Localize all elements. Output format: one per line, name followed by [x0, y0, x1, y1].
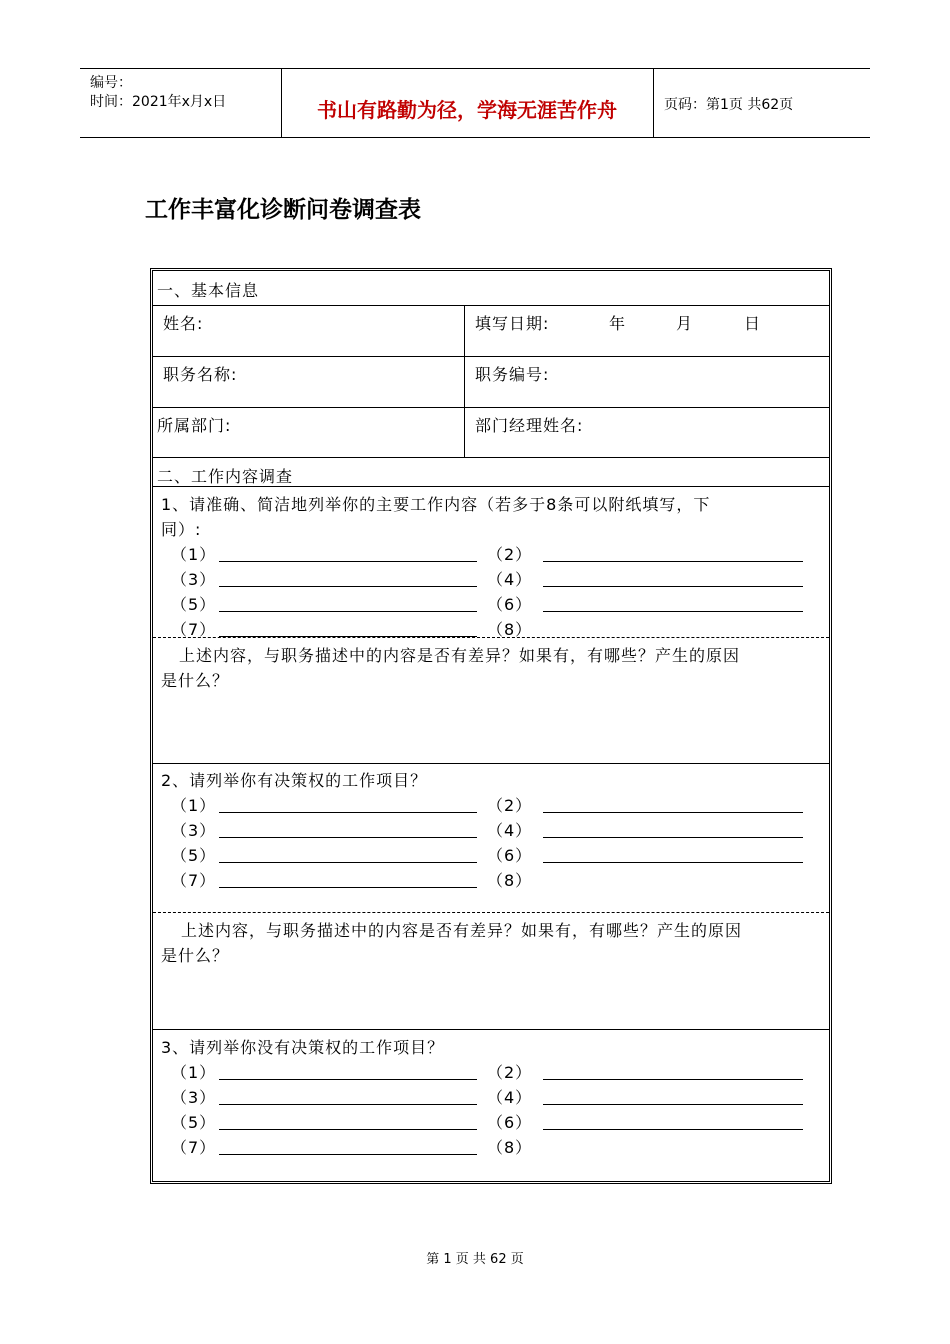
dashed-divider	[153, 912, 829, 913]
answer-line[interactable]	[219, 887, 477, 888]
row-divider	[153, 305, 829, 306]
row-divider	[153, 356, 829, 357]
item-label: （3）	[171, 1088, 217, 1107]
item-label: （3）	[171, 570, 217, 589]
time-label: 时间：2021年x月x日	[90, 94, 227, 110]
page-info: 页码：第1页 共62页	[664, 97, 794, 113]
number-label: 编号：	[90, 75, 132, 91]
questionnaire-form	[150, 268, 832, 1184]
page-title: 工作丰富化诊断问卷调查表	[145, 197, 421, 223]
followup-1-line-1: 上述内容，与职务描述中的内容是否有差异？如果有，有哪些？产生的原因	[179, 646, 741, 665]
row-divider	[153, 457, 829, 458]
item-label: （4）	[487, 570, 533, 589]
item-label: （1）	[171, 545, 217, 564]
page-footer: 第 1 页 共 62 页	[426, 1252, 524, 1267]
section-work-content: 二、工作内容调查	[157, 467, 294, 486]
department-label: 所属部门:	[157, 416, 232, 435]
item-label: （7）	[171, 1138, 217, 1157]
item-label: （3）	[171, 821, 217, 840]
item-label: （6）	[487, 1113, 533, 1132]
motto: 书山有路勤为径，学海无涯苦作舟	[317, 98, 617, 122]
item-label: （4）	[487, 821, 533, 840]
answer-line[interactable]	[543, 1104, 803, 1105]
answer-line[interactable]	[219, 586, 477, 587]
question-1-line-2: 同）:	[161, 520, 202, 539]
item-label: （1）	[171, 1063, 217, 1082]
month-label: 月	[676, 314, 694, 333]
year-label: 年	[609, 314, 627, 333]
item-label: （4）	[487, 1088, 533, 1107]
answer-line[interactable]	[219, 611, 477, 612]
answer-line[interactable]	[219, 862, 477, 863]
answer-line[interactable]	[543, 586, 803, 587]
row-divider	[153, 763, 829, 764]
answer-line[interactable]	[219, 1129, 477, 1130]
column-divider	[464, 305, 465, 457]
answer-line[interactable]	[219, 1104, 477, 1105]
item-label: （2）	[487, 545, 533, 564]
answer-line[interactable]	[543, 1079, 803, 1080]
position-name-label: 职务名称:	[163, 365, 238, 384]
item-label: （7）	[171, 871, 217, 890]
followup-2-line-1: 上述内容，与职务描述中的内容是否有差异？如果有，有哪些？产生的原因	[181, 921, 743, 940]
manager-name-label: 部门经理姓名:	[475, 416, 584, 435]
question-3: 3、请列举你没有决策权的工作项目？	[161, 1038, 445, 1057]
question-1-line-1: 1、请准确、简洁地列举你的主要工作内容（若多于8条可以附纸填写，下	[161, 495, 711, 514]
answer-line[interactable]	[219, 1154, 477, 1155]
answer-line[interactable]	[219, 812, 477, 813]
answer-line[interactable]	[543, 862, 803, 863]
header-right-cell	[654, 69, 870, 137]
row-divider	[153, 407, 829, 408]
followup-2-line-2: 是什么？	[161, 946, 230, 965]
fill-date-label: 填写日期:	[475, 314, 550, 333]
name-label: 姓名:	[163, 314, 204, 333]
answer-line[interactable]	[219, 636, 477, 637]
item-label: （8）	[487, 871, 533, 890]
position-number-label: 职务编号:	[475, 365, 550, 384]
answer-line[interactable]	[543, 812, 803, 813]
item-label: （7）	[171, 620, 217, 639]
item-label: （5）	[171, 846, 217, 865]
day-label: 日	[744, 314, 762, 333]
item-label: （2）	[487, 1063, 533, 1082]
item-label: （2）	[487, 796, 533, 815]
answer-line[interactable]	[543, 1129, 803, 1130]
section-basic-info: 一、基本信息	[157, 281, 260, 300]
header-left-cell	[80, 69, 282, 137]
answer-line[interactable]	[543, 837, 803, 838]
answer-line[interactable]	[219, 1079, 477, 1080]
header-motto-cell	[281, 69, 654, 137]
question-2: 2、请列举你有决策权的工作项目？	[161, 771, 428, 790]
item-label: （5）	[171, 595, 217, 614]
answer-line[interactable]	[543, 561, 803, 562]
page-header	[80, 68, 870, 138]
row-divider	[153, 1029, 829, 1030]
item-label: （6）	[487, 846, 533, 865]
answer-line[interactable]	[543, 611, 803, 612]
item-label: （6）	[487, 595, 533, 614]
item-label: （5）	[171, 1113, 217, 1132]
followup-1-line-2: 是什么？	[161, 671, 230, 690]
answer-line[interactable]	[219, 561, 477, 562]
answer-line[interactable]	[219, 837, 477, 838]
item-label: （8）	[487, 620, 533, 639]
item-label: （1）	[171, 796, 217, 815]
item-label: （8）	[487, 1138, 533, 1157]
